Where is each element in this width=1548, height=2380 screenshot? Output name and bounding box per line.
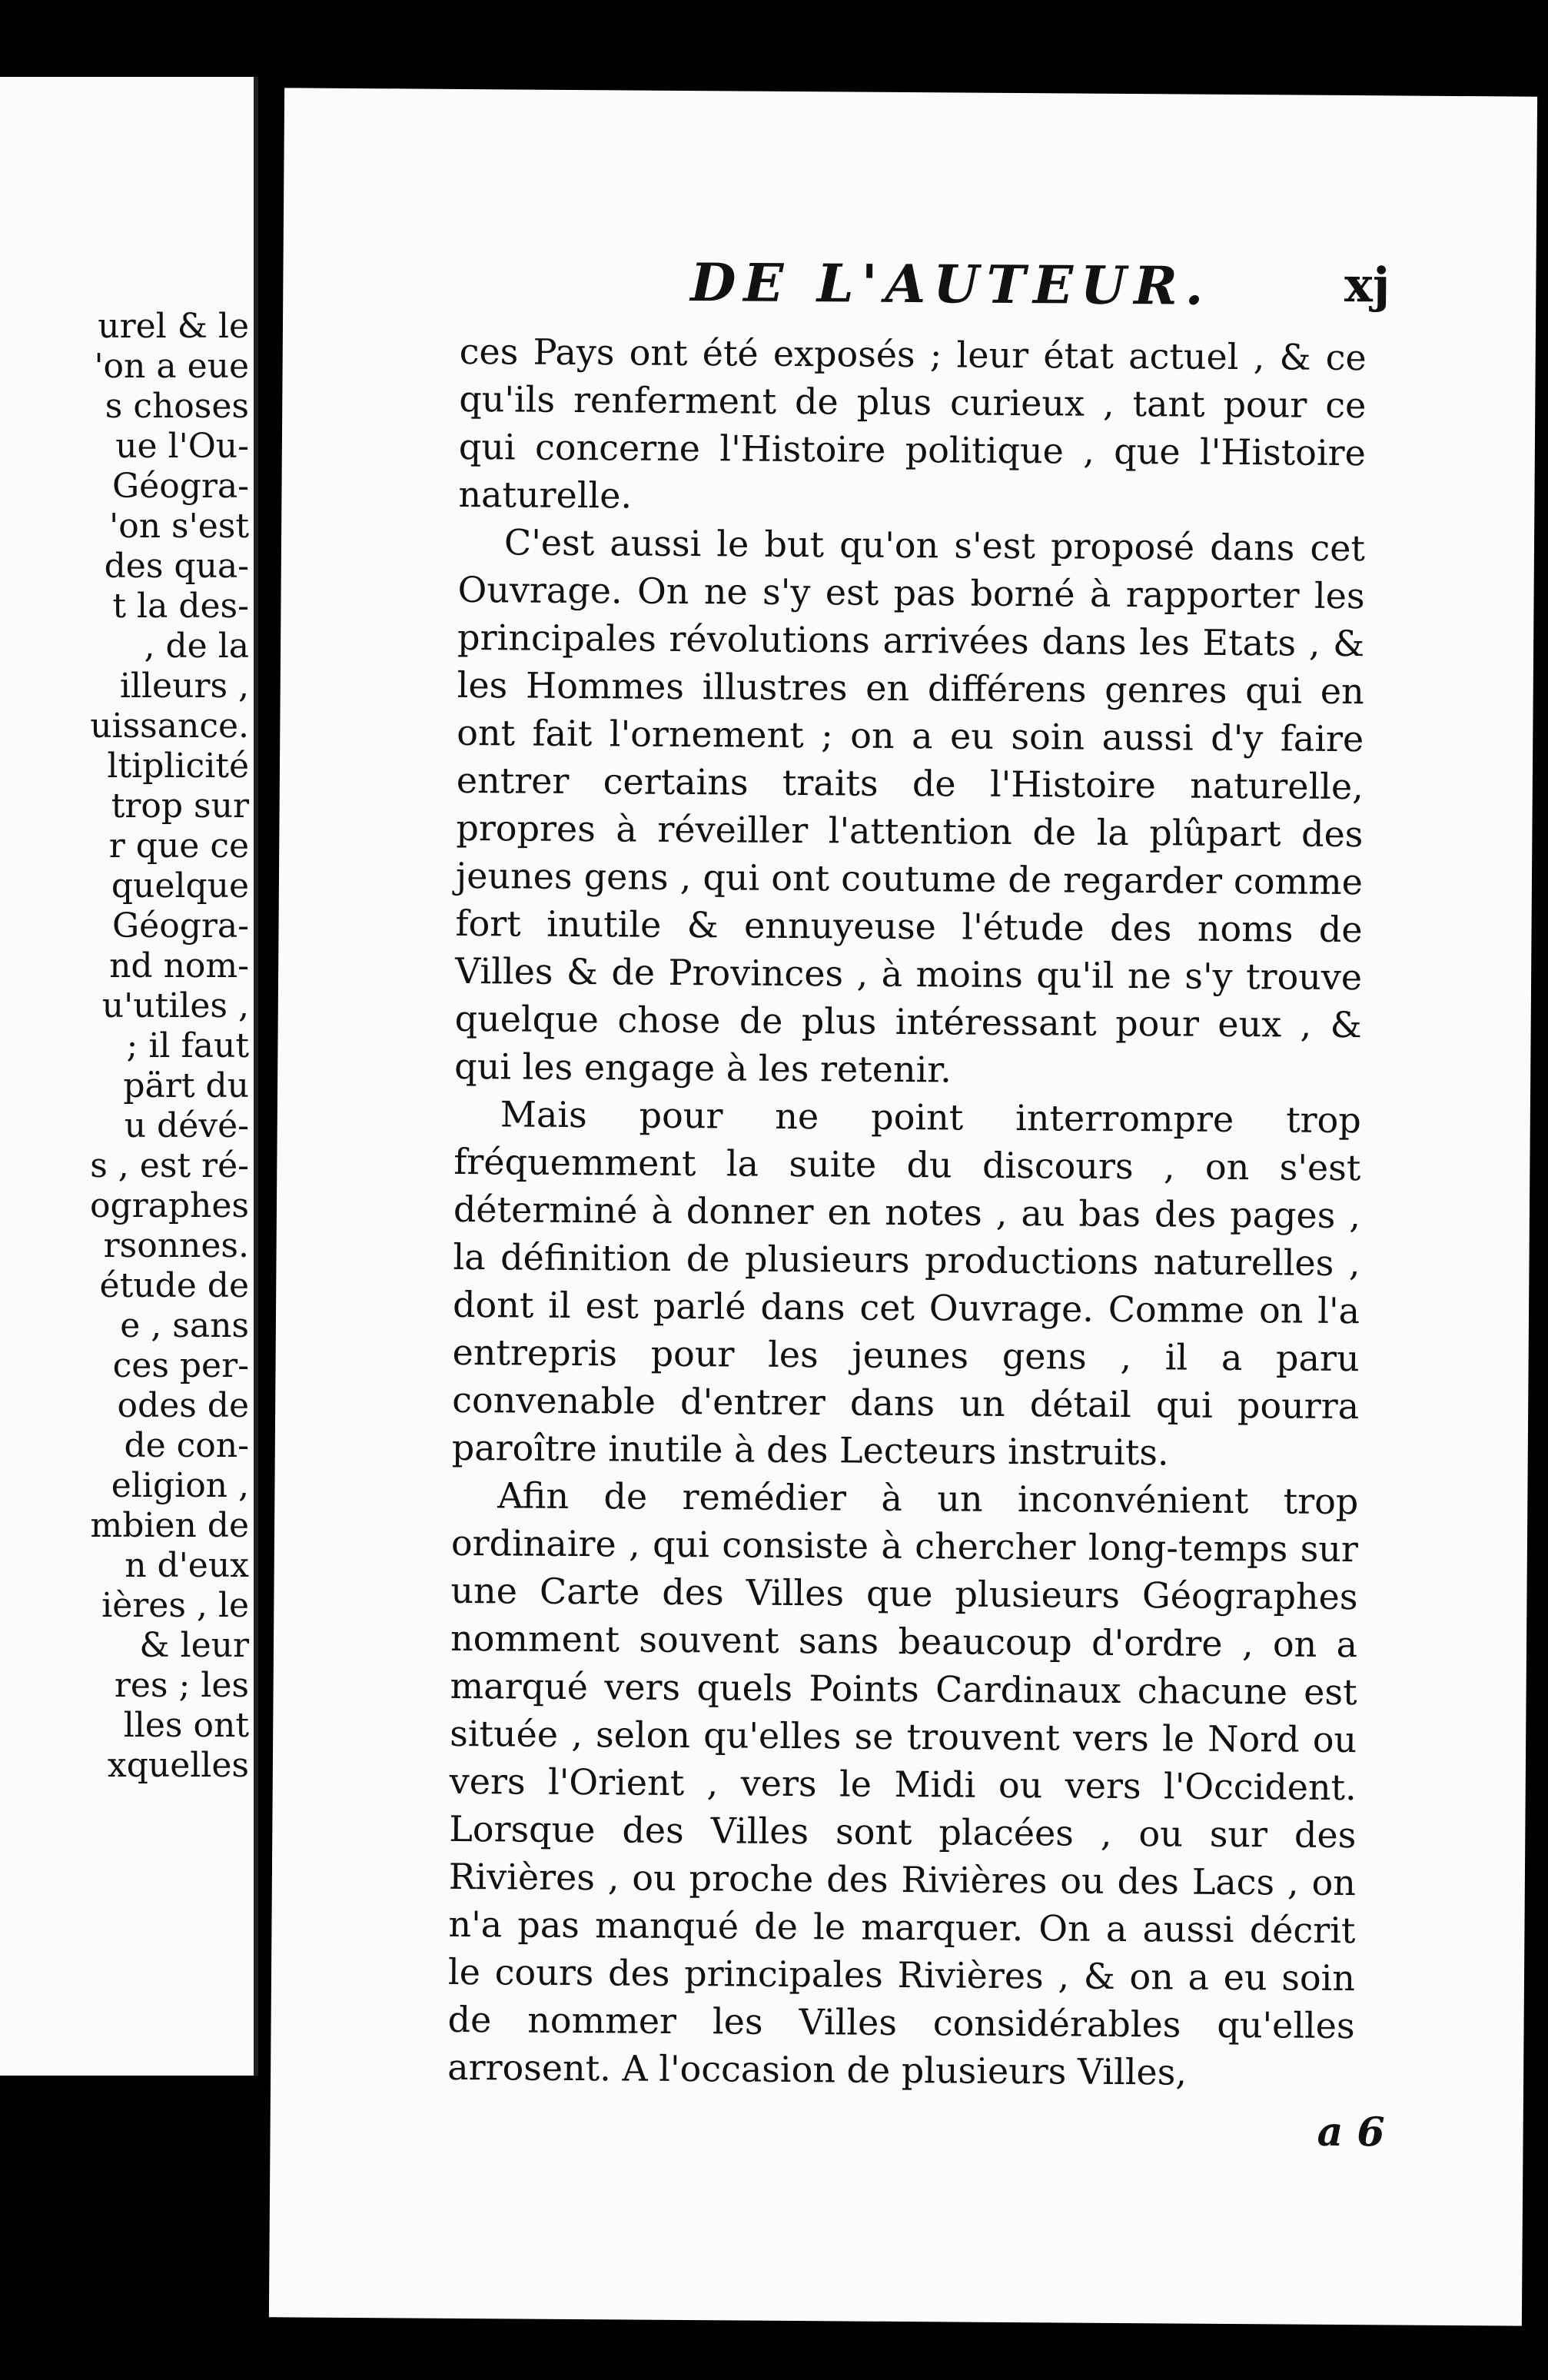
page <box>269 88 1537 2325</box>
facing-page-line: res ; les <box>114 1666 249 1705</box>
page-header <box>460 243 1390 334</box>
facing-page-line: mbien de <box>90 1506 249 1545</box>
paragraph: C'est aussi le but qu'on s'est proposé dans cet Ouvrage. On ne s'y est pas borné à rapporter les principales révolutions arrivées dans les Etats , & les Hommes illustres en différens genres qui en ont fait l'ornement ; on a eu soin aussi d'y faire entrer certains traits de l'Histoire naturelle, propres à réveiller l'attention de la plûpart des jeunes gens , qui ont coutume de regarder comme fort inutile & ennuyeuse l'étude des noms de Villes & de Provinces , à moins qu'il ne s'y trouve quelque chose de plus intéressant pour eux , & qui les engage à les retenir. <box>454 521 1366 1091</box>
facing-page-line: ; il faut <box>126 1026 249 1065</box>
page-number: xj <box>1344 256 1390 314</box>
facing-page-line: étude de <box>99 1266 249 1305</box>
facing-page-line: 'on s'est <box>109 507 249 546</box>
facing-page-line: ographes <box>89 1186 249 1225</box>
facing-page-line: Géogra- <box>112 906 249 946</box>
facing-page-line: odes de <box>117 1386 249 1425</box>
facing-page-line: quelque <box>111 866 249 906</box>
paragraph: Afin de remédier à un inconvénient trop ordinaire , qui consiste à chercher long-temps sur une Carte des Villes que plusieurs Géographes nomment souvent sans beaucoup d'ordre , on a marqué vers quels Points Cardinaux chacune est située , selon qu'elles se trouvent vers le Nord ou vers l'Orient , vers le Midi ou vers l'Occident. Lorsque des Villes sont placées , ou sur des Rivières , ou proche des Rivières ou des Lacs , on n'a pas manqué de le marquer. On a aussi décrit le cours des principales Rivières , & on a eu soin de nommer les Villes considérables qu'elles arrosent. A l'occasion de plusieurs Villes, <box>447 1474 1359 2093</box>
facing-page-line: u dévé- <box>124 1106 249 1145</box>
facing-page-line: eligion , <box>111 1466 249 1505</box>
facing-page-line: des qua- <box>104 547 249 586</box>
facing-page-line: ières , le <box>101 1586 249 1625</box>
facing-page-line: de con- <box>124 1426 249 1465</box>
facing-page-line: 'on a eue <box>94 347 249 386</box>
facing-page-line: rsonnes. <box>103 1226 249 1265</box>
facing-page-line: uissance. <box>90 706 249 746</box>
facing-page-line: & leur <box>139 1626 249 1665</box>
facing-page-line: e , sans <box>120 1306 249 1345</box>
running-head: DE L'AUTEUR. <box>690 252 1211 317</box>
facing-page-line: ltiplicité <box>107 746 249 786</box>
page-content <box>447 243 1390 2097</box>
facing-page-line: pärt du <box>123 1066 249 1105</box>
facing-page-line: xquelles <box>107 1746 249 1785</box>
paragraph: Mais pour ne point interrompre trop fréquemment la suite du discours , on s'est déterminé à donner en notes , au bas des pages , la définition de plusieurs productions naturelles , dont il est parlé dans cet Ouvrage. Comme on l'a entrepris pour les jeunes gens , il a paru convenable d'entrer dans un détail qui pourra paroître inutile à des Lecteurs instruits. <box>451 1093 1361 1474</box>
facing-page-line: lles ont <box>123 1706 249 1745</box>
facing-page-line: ue l'Ou- <box>115 427 249 466</box>
facing-page-line: r que ce <box>108 826 249 866</box>
facing-page-line: s , est ré- <box>90 1146 249 1185</box>
facing-page-line: n d'eux <box>125 1546 249 1585</box>
facing-page-line: nd nom- <box>109 946 249 986</box>
facing-page-line: , de la <box>144 627 249 666</box>
facing-page-line: trop sur <box>111 786 249 826</box>
facing-page-line: Géogra- <box>112 467 249 506</box>
facing-page-line: illeurs , <box>119 666 249 706</box>
facing-page-line: u'utiles , <box>101 986 249 1025</box>
body-text <box>447 327 1367 2097</box>
facing-page-line: ces per- <box>112 1346 249 1385</box>
facing-page-line: s choses <box>105 387 249 426</box>
signature-mark: a 6 <box>1317 2108 1385 2156</box>
facing-page-line: t la des- <box>112 587 249 626</box>
paragraph: ces Pays ont été exposés ; leur état actuel , & ce qu'ils renferment de plus curieux , tant pour ce qui concerne l'Histoire politique , que l'Histoire naturelle. <box>458 330 1367 517</box>
facing-page-line: urel & le <box>98 307 249 346</box>
facing-page-fragment <box>0 77 258 2076</box>
